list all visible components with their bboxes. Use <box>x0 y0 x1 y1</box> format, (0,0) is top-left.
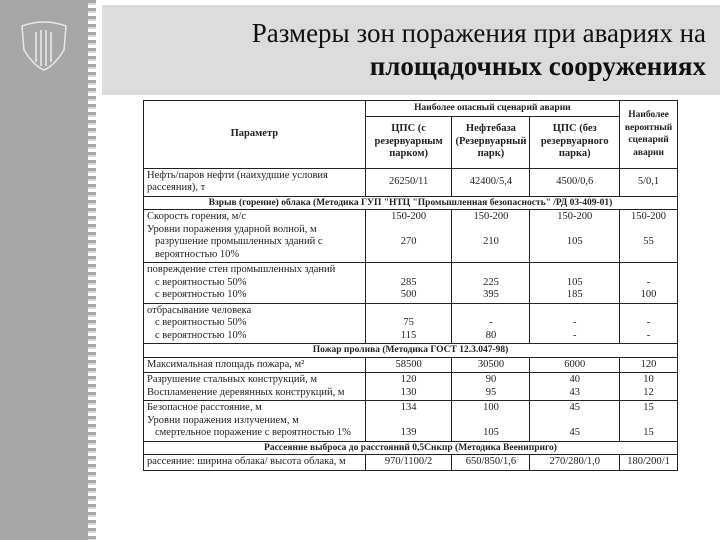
value-line: 115 <box>400 329 417 341</box>
title-box <box>102 5 720 95</box>
left-decor-strip <box>0 0 92 540</box>
value-cell <box>365 263 452 304</box>
value-cell <box>365 455 452 471</box>
param-cell <box>144 373 366 401</box>
value-line: 26250/11 <box>388 175 429 187</box>
value-line: 42400/5,4 <box>469 175 513 187</box>
value-line: 100 <box>640 289 657 300</box>
param-line: смертельное поражение с вероятностью 1% <box>155 427 351 438</box>
value-line: 395 <box>483 289 499 300</box>
header-group: Наиболее опасный сценарий аварии <box>365 101 619 117</box>
value-line: 40 <box>569 374 580 385</box>
value-line <box>369 224 449 237</box>
value-line: 270 <box>400 236 417 247</box>
param-cell <box>144 168 366 196</box>
value-line <box>533 305 616 318</box>
value-cell <box>452 373 530 401</box>
value-line <box>369 305 449 318</box>
value-line: 75 <box>403 317 414 328</box>
header-col-2: Нефтебаза (Резервуарный парк) <box>452 116 530 168</box>
value-line: 185 <box>566 289 583 300</box>
value-cell <box>452 303 530 344</box>
header-col-1: ЦПС (с резервуарным парком) <box>365 116 452 168</box>
value-line: 500 <box>400 289 417 300</box>
value-cell <box>365 373 452 401</box>
value-cell <box>452 263 530 304</box>
value-cell <box>365 357 452 373</box>
param-line: вероятностью 10% <box>155 248 240 260</box>
value-cell <box>530 168 620 196</box>
section-title: Взрыв (горение) облака (Методика ГУП "НТЦ "Промышленная безопасность" /РД 03-409-01) <box>144 196 678 210</box>
param-line: Разрушение стальных конструкций, м <box>147 374 318 385</box>
value-cell <box>530 210 620 263</box>
value-cell <box>530 455 620 471</box>
value-line: - <box>572 329 577 341</box>
value-line: 134 <box>400 402 417 413</box>
value-line: 90 <box>485 374 497 385</box>
value-line <box>533 249 616 262</box>
value-cell <box>620 168 678 196</box>
value-line: - <box>646 276 651 288</box>
value-line: 210 <box>483 236 499 247</box>
value-line: - <box>646 329 651 341</box>
slide-title <box>252 17 706 83</box>
value-line <box>455 249 526 262</box>
value-cell <box>530 357 620 373</box>
value-line <box>623 249 674 262</box>
value-line: 150-200 <box>557 211 593 222</box>
table-row <box>144 210 678 263</box>
value-line: 120 <box>640 358 657 370</box>
param-line: с вероятностью 50% <box>155 317 247 328</box>
value-cell <box>620 455 678 471</box>
param-line: разрушение промышленных зданий с <box>155 236 323 247</box>
header-col-3: ЦПС (без резервуарного парка) <box>530 116 620 168</box>
value-cell <box>452 210 530 263</box>
value-line: 150-200 <box>473 211 509 222</box>
value-line: 285 <box>400 276 417 288</box>
param-cell <box>144 263 366 304</box>
param-line: Уровни поражения ударной волной, м <box>147 223 317 235</box>
value-line <box>455 415 526 428</box>
header-param: Параметр <box>144 101 366 169</box>
param-line: Воспламенение деревянных конструкций, м <box>147 386 345 398</box>
value-cell <box>452 401 530 442</box>
table-row <box>144 168 678 196</box>
value-line: 970/1100/2 <box>384 456 433 467</box>
value-cell <box>620 263 678 304</box>
value-cell <box>452 455 530 471</box>
strip-edge <box>88 0 96 540</box>
param-line: рассеяние: ширина облака/ высота облака, м <box>147 456 346 467</box>
value-line <box>623 224 674 237</box>
value-cell <box>530 373 620 401</box>
value-line <box>369 249 449 262</box>
param-cell <box>144 210 366 263</box>
value-line: 10 <box>643 374 654 385</box>
param-line: с вероятностью 10% <box>155 289 247 300</box>
table-body <box>144 168 678 470</box>
value-line: 6000 <box>564 358 586 370</box>
value-line: 105 <box>566 236 583 247</box>
value-cell <box>620 401 678 442</box>
value-cell <box>620 373 678 401</box>
value-line: 120 <box>400 374 417 385</box>
value-cell <box>530 303 620 344</box>
value-cell <box>620 303 678 344</box>
table-row <box>144 263 678 304</box>
value-line: 15 <box>643 427 654 438</box>
param-line: с вероятностью 10% <box>155 329 247 341</box>
value-line: 5/0,1 <box>637 175 660 187</box>
value-cell <box>365 401 452 442</box>
value-line <box>533 415 616 428</box>
table-row <box>144 357 678 373</box>
value-cell <box>365 303 452 344</box>
value-line: 650/850/1,6 <box>465 456 517 467</box>
value-line: - <box>572 317 577 328</box>
value-line: 55 <box>643 236 654 247</box>
value-cell <box>530 401 620 442</box>
value-line: 130 <box>400 386 417 398</box>
value-line: 43 <box>569 386 580 398</box>
table-row <box>144 373 678 401</box>
shield-logo-icon <box>14 14 74 74</box>
table-row <box>144 455 678 471</box>
param-line: Уровни поражения излучением, м <box>147 414 299 426</box>
damage-zones-table <box>143 100 678 471</box>
value-line: 15 <box>643 402 654 413</box>
value-line: - <box>646 317 651 328</box>
value-line: 45 <box>569 427 580 438</box>
value-line <box>455 224 526 237</box>
param-line: Максимальная площадь пожара, м² <box>147 358 305 370</box>
param-cell <box>144 401 366 442</box>
value-line: 105 <box>483 427 499 438</box>
param-line: отбрасывание человека <box>147 304 252 316</box>
value-line <box>533 264 616 277</box>
value-line <box>455 305 526 318</box>
value-line <box>623 305 674 318</box>
value-line <box>369 264 449 277</box>
value-line <box>455 264 526 277</box>
table-row <box>144 401 678 442</box>
title-line-2: площадочных сооружениях <box>369 51 706 81</box>
section-row <box>144 196 678 210</box>
value-cell <box>530 263 620 304</box>
param-line: повреждение стен промышленных зданий <box>147 264 336 275</box>
value-line: 225 <box>483 276 499 288</box>
value-line <box>533 224 616 237</box>
value-cell <box>620 357 678 373</box>
value-line: 100 <box>483 402 499 413</box>
value-line: 270/280/1,0 <box>549 456 600 467</box>
param-line: Скорость горения, м/с <box>147 211 246 222</box>
section-row <box>144 441 678 455</box>
param-cell <box>144 303 366 344</box>
value-line: 180/200/1 <box>627 456 670 467</box>
header-probable: Наиболее вероятный сценарий аварии <box>620 101 678 169</box>
param-cell <box>144 357 366 373</box>
value-line: 12 <box>643 386 654 398</box>
value-line: 95 <box>485 386 497 398</box>
section-row <box>144 344 678 358</box>
value-line <box>369 415 449 428</box>
value-line: 30500 <box>477 358 505 370</box>
value-line: 150-200 <box>391 211 427 222</box>
section-title: Пожар пролива (Методика ГОСТ 12.3.047-98) <box>144 344 678 358</box>
value-line <box>623 264 674 277</box>
value-cell <box>365 168 452 196</box>
table-row <box>144 303 678 344</box>
value-line: 139 <box>400 427 417 438</box>
value-cell <box>452 168 530 196</box>
value-line: 105 <box>566 276 583 288</box>
param-line: Нефть/паров нефти (наихудшие условия рассеяния), т <box>147 169 328 193</box>
value-line: 150-200 <box>631 211 667 222</box>
title-line-1: Размеры зон поражения при авариях на <box>251 18 706 48</box>
value-cell <box>365 210 452 263</box>
value-line: 58500 <box>395 358 422 370</box>
section-title: Рассеяние выброса до расстояний 0,5Снкпр (Методика Веениприго) <box>144 441 678 455</box>
value-cell <box>620 210 678 263</box>
param-cell <box>144 455 366 471</box>
value-line: 45 <box>569 402 580 413</box>
param-line: Безопасное расстояние, м <box>147 402 262 413</box>
value-line: 80 <box>485 329 497 341</box>
param-line: с вероятностью 50% <box>155 276 247 288</box>
value-line: - <box>489 317 493 328</box>
value-line: 4500/0,6 <box>556 175 594 187</box>
value-cell <box>452 357 530 373</box>
value-line <box>623 415 674 428</box>
